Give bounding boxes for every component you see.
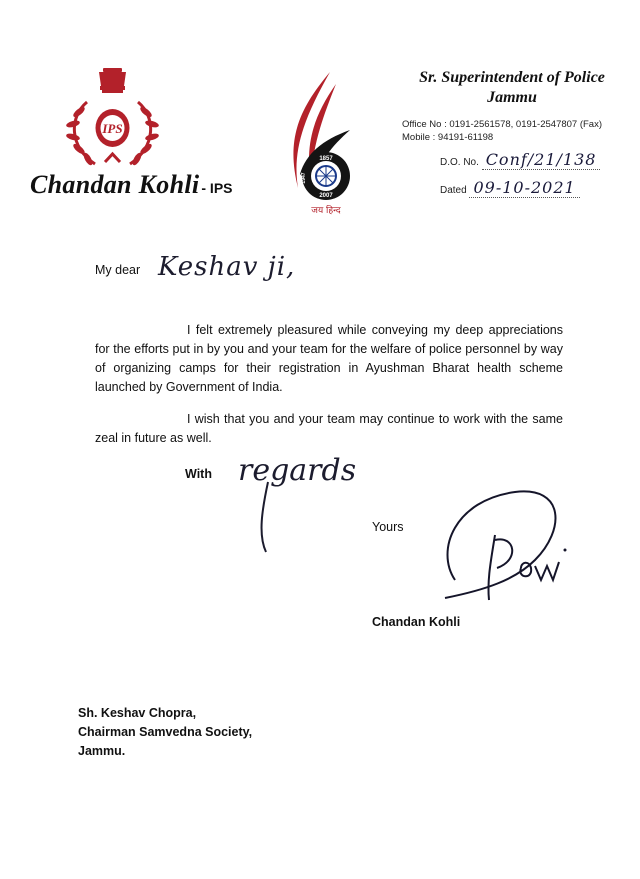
mobile-label: Mobile	[402, 132, 430, 143]
officer-name-line	[30, 170, 233, 200]
officer-suffix: - IPS	[201, 180, 233, 196]
mobile-value: : 94191-61198	[432, 132, 494, 143]
closing-with: With	[185, 467, 212, 481]
emblem-ips-text: IPS	[102, 121, 123, 136]
designation-block	[402, 68, 622, 108]
do-number-row	[440, 150, 600, 169]
recipient-name: Sh. Keshav Chopra,	[78, 706, 197, 720]
logo-year-1857: 1857	[319, 156, 333, 162]
ips-emblem-icon	[55, 62, 170, 177]
dated-label: Dated	[440, 185, 467, 196]
do-number: Conf/21/138	[482, 150, 601, 170]
office-label: Office No	[402, 119, 442, 130]
date-row	[440, 178, 580, 197]
contact-block	[402, 118, 602, 144]
do-label: D.O. No.	[440, 157, 479, 168]
logo-year-2007: 2007	[319, 193, 333, 199]
officer-name: Chandan Kohli	[30, 170, 200, 199]
police-centenary-logo-icon	[278, 70, 368, 220]
signer-name: Chandan Kohli	[372, 615, 461, 629]
recipient-address	[78, 704, 252, 761]
handwritten-regards	[228, 440, 378, 560]
salutation-name: Keshav ji,	[158, 252, 296, 282]
logo-caption: जय हिन्द	[311, 206, 341, 216]
body-paragraph-1: I felt extremely pleasured while conveying my deep appreciations for the efforts put in by you and your team for the welfare of police personnel by way of organizing camps for their registration in Ayushman Bharat health scheme launched by Government of India.	[95, 323, 563, 394]
body-paragraph-2: I wish that you and your team may continue to work with the same zeal in future as well.	[95, 412, 563, 445]
designation-title: Sr. Superintendent of Police	[419, 69, 605, 86]
designation-location: Jammu	[487, 89, 537, 106]
yours-label: Yours	[372, 520, 404, 534]
salutation: My dear	[95, 263, 141, 277]
signature-mark	[425, 480, 585, 610]
recipient-city: Jammu.	[78, 744, 126, 758]
logo-year-1947: 1947	[301, 172, 307, 184]
regards-text: regards	[238, 453, 357, 488]
recipient-title: Chairman Samvedna Society,	[78, 725, 253, 739]
office-value: : 0191-2561578, 0191-2547807 (Fax)	[444, 119, 603, 130]
date-value: 09-10-2021	[469, 178, 579, 198]
